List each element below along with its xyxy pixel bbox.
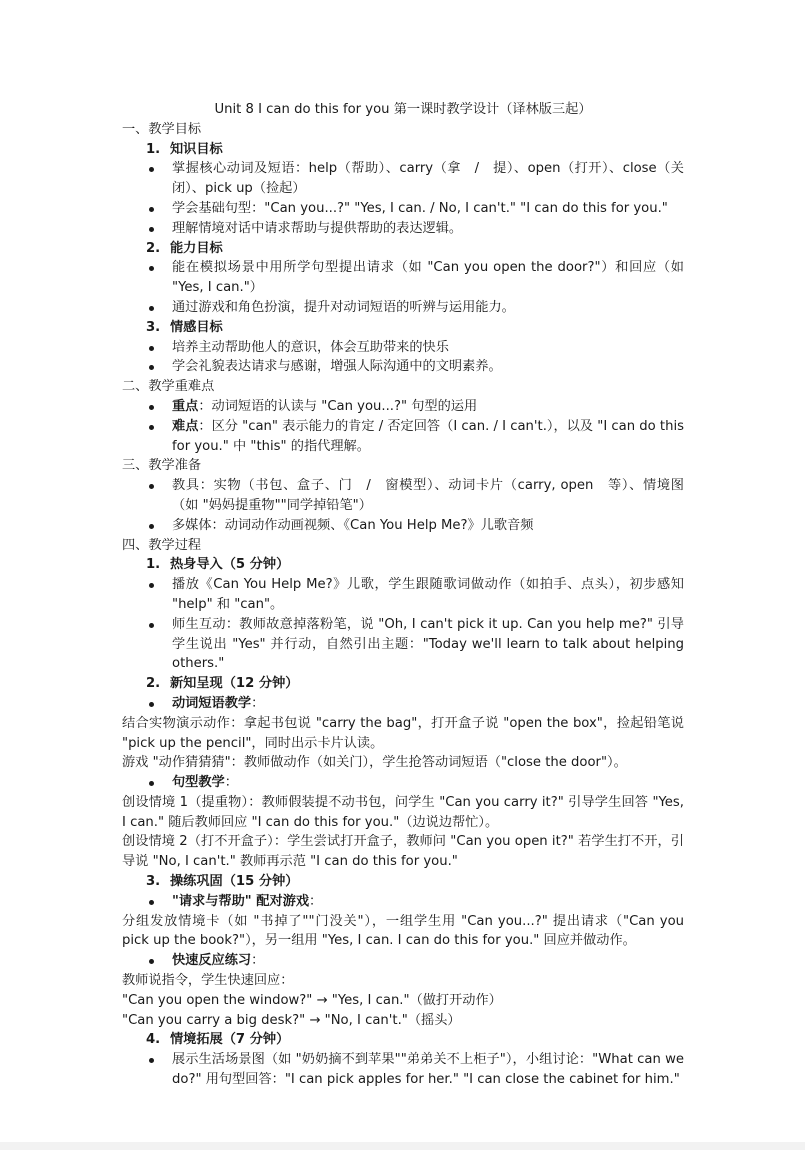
document-body — [122, 100, 684, 1090]
bullet-item: 动词短语教学： — [122, 694, 684, 714]
paragraph: 分组发放情境卡（如 "书掉了""门没关"），一组学生用 "Can you...?" 提出请求（"Can you pick up the book?"），另一组用 "Yes, I can. I can do this for you." 回应并做动作。 — [122, 913, 684, 949]
subheading: 2. 能力目标 — [146, 240, 223, 256]
subheading: 4. 情境拓展（7 分钟） — [146, 1032, 290, 1048]
bullet-item: 能在模拟场景中用所学句型提出请求（如 "Can you open the door?"）和回应（如 "Yes, I can."） — [122, 258, 684, 298]
paragraph: 教师说指令，学生快速回应： — [122, 973, 294, 989]
paragraph: "Can you open the window?" → "Yes, I can."（做打开动作） — [122, 992, 502, 1008]
document-title: Unit 8 I can do this for you 第一课时教学设计（译林版三起） — [214, 102, 592, 117]
section-heading: 四、教学过程 — [122, 537, 202, 553]
paragraph: 创设情境 2（打不开盒子）：学生尝试打开盒子，教师问 "Can you open it?" 若学生打不开，引导说 "No, I can't." 教师再示范 "I can do this for you." — [122, 834, 684, 870]
bullet-item: "请求与帮助" 配对游戏： — [122, 892, 684, 912]
subheading: 3. 操练巩固（15 分钟） — [146, 874, 299, 890]
paragraph: 结合实物演示动作：拿起书包说 "carry the bag"，打开盒子说 "open the box"，捡起铅笔说 "pick up the pencil"，同时出示卡片认读。 — [122, 715, 684, 751]
bullet-item: 句型教学： — [122, 773, 684, 793]
bullet-item: 通过游戏和角色扮演，提升对动词短语的听辨与运用能力。 — [122, 298, 684, 318]
subheading: 3. 情感目标 — [146, 319, 223, 335]
bullet-item: 学会礼貌表达请求与感谢，增强人际沟通中的文明素养。 — [122, 357, 684, 377]
section-heading: 三、教学准备 — [122, 458, 202, 474]
bullet-item: 师生互动：教师故意掉落粉笔，说 "Oh, I can't pick it up. Can you help me?" 引导学生说出 "Yes" 并行动，自然引出主题："Today we'll learn to talk about helping others." — [122, 615, 684, 674]
paragraph: 创设情境 1（提重物）：教师假装提不动书包，问学生 "Can you carry it?" 引导学生回答 "Yes, I can." 随后教师回应 "I can do this for you."（边说边帮忙）。 — [122, 794, 684, 830]
subheading: 1. 知识目标 — [146, 141, 223, 157]
subheading: 1. 热身导入（5 分钟） — [146, 557, 290, 573]
subheading: 2. 新知呈现（12 分钟） — [146, 676, 299, 692]
paragraph: "Can you carry a big desk?" → "No, I can't."（摇头） — [122, 1012, 461, 1028]
bullet-item: 快速反应练习： — [122, 951, 684, 971]
bullet-item: 培养主动帮助他人的意识，体会互助带来的快乐 — [122, 338, 684, 358]
section-heading: 一、教学目标 — [122, 121, 202, 137]
section-heading: 二、教学重难点 — [122, 379, 215, 395]
bullet-item: 掌握核心动词及短语：help（帮助）、carry（拿 / 提）、open（打开）、close（关闭）、pick up（捡起） — [122, 159, 684, 199]
paragraph: 游戏 "动作猜猜猜"：教师做动作（如关门），学生抢答动词短语（"close the door"）。 — [122, 755, 627, 771]
bullet-item: 难点：区分 "can" 表示能力的肯定 / 否定回答（I can. / I can't.），以及 "I can do this for you." 中 "this" 的指代理解。 — [122, 417, 684, 457]
bullet-item: 多媒体：动词动作动画视频、《Can You Help Me?》儿歌音频 — [122, 516, 684, 536]
bullet-item: 展示生活场景图（如 "奶奶摘不到苹果""弟弟关不上柜子"），小组讨论："What can we do?" 用句型回答："I can pick apples for her." "I can close the cabinet for him." — [122, 1050, 684, 1090]
bullet-item: 学会基础句型："Can you...?" "Yes, I can. / No, I can't." "I can do this for you." — [122, 199, 684, 219]
bullet-item: 重点：动词短语的认读与 "Can you...?" 句型的运用 — [122, 397, 684, 417]
bullet-item: 理解情境对话中请求帮助与提供帮助的表达逻辑。 — [122, 219, 684, 239]
bullet-item: 教具：实物（书包、盒子、门 / 窗模型）、动词卡片（carry, open 等）、情境图（如 "妈妈提重物""同学掉铅笔"） — [122, 476, 684, 516]
bullet-item: 播放《Can You Help Me?》儿歌，学生跟随歌词做动作（如拍手、点头），初步感知 "help" 和 "can"。 — [122, 575, 684, 615]
